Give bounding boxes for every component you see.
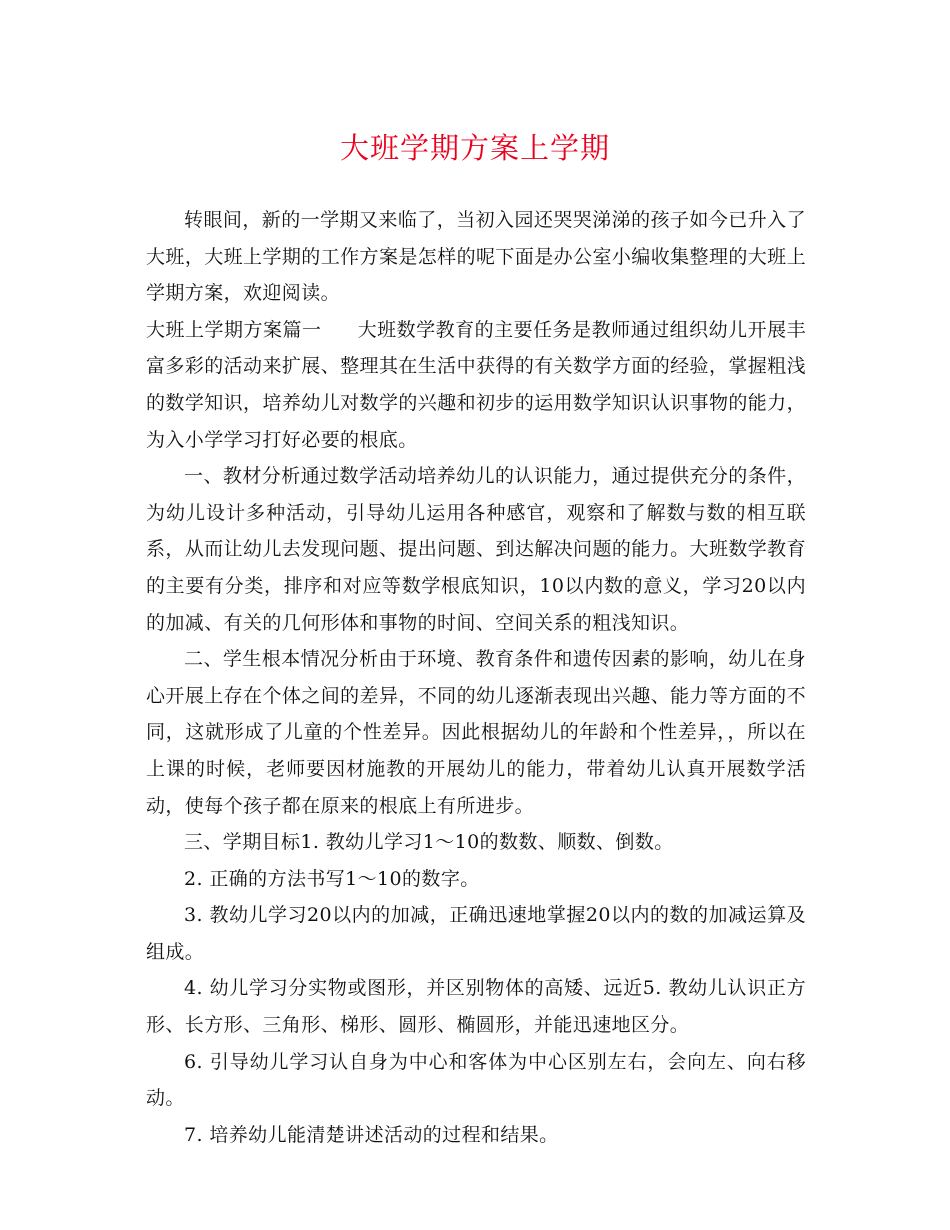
section1-heading: 大班上学期方案篇一 (146, 318, 322, 341)
section1-text: 大班数学教育的主要任务是教师通过组织幼儿开展丰富多彩的活动来扩展、整理其在生活中获得的有关数学方面的经验，掌握粗浅的数学知识，培养幼儿对数学的兴趣和初步的运用数学知识认识事物的能力，为入小学学习打好必要的根底。 (146, 318, 806, 451)
materials-analysis-paragraph: 一、教材分析通过数学活动培养幼儿的认识能力，通过提供充分的条件，为幼儿设计多种活动，引导幼儿运用各种感官，观察和了解数与数的相互联系，从而让幼儿去发现问题、提出问题、到达解决问题的能力。大班数学教育的主要有分类，排序和对应等数学根底知识，10以内数的意义，学习20以内的加减、有关的几何形体和事物的时间、空间关系的粗浅知识。 (146, 465, 806, 634)
goal-3: 3. 教幼儿学习20以内的加减，正确迅速地掌握20以内的数的加减运算及组成。 (146, 904, 806, 963)
document-body (146, 202, 806, 1153)
goal-2: 2. 正确的方法书写1～10的数字。 (184, 867, 480, 890)
goal-4-5: 4. 幼儿学习分实物或图形，并区别物体的高矮、远近5. 教幼儿认识正方形、长方形、三角形、梯形、圆形、椭圆形，并能迅速地区分。 (146, 977, 806, 1037)
section1-paragraph (146, 312, 806, 458)
goal-1: 三、学期目标1. 教幼儿学习1～10的数数、顺数、倒数。 (184, 831, 674, 854)
document-title: 大班学期方案上学期 (339, 131, 610, 165)
student-analysis-paragraph: 二、学生根本情况分析由于环境、教育条件和遗传因素的影响，幼儿在身心开展上存在个体之间的差异，不同的幼儿逐渐表现出兴趣、能力等方面的不同，这就形成了儿童的个性差异。因此根据幼儿的年龄和个性差异，，所以在上课的时候，老师要因材施教的开展幼儿的能力，带着幼儿认真开展数学活动，使每个孩子都在原来的根底上有所进步。 (146, 648, 806, 817)
goal-7: 7. 培养幼儿能清楚讲述活动的过程和结果。 (184, 1123, 559, 1146)
goal-6: 6. 引导幼儿学习认自身为中心和客体为中心区别左右，会向左、向右移动。 (146, 1050, 806, 1110)
intro-paragraph: 转眼间，新的一学期又来临了，当初入园还哭哭涕涕的孩子如今已升入了大班，大班上学期的工作方案是怎样的呢下面是办公室小编收集整理的大班上学期方案，欢迎阅读。 (146, 209, 806, 305)
